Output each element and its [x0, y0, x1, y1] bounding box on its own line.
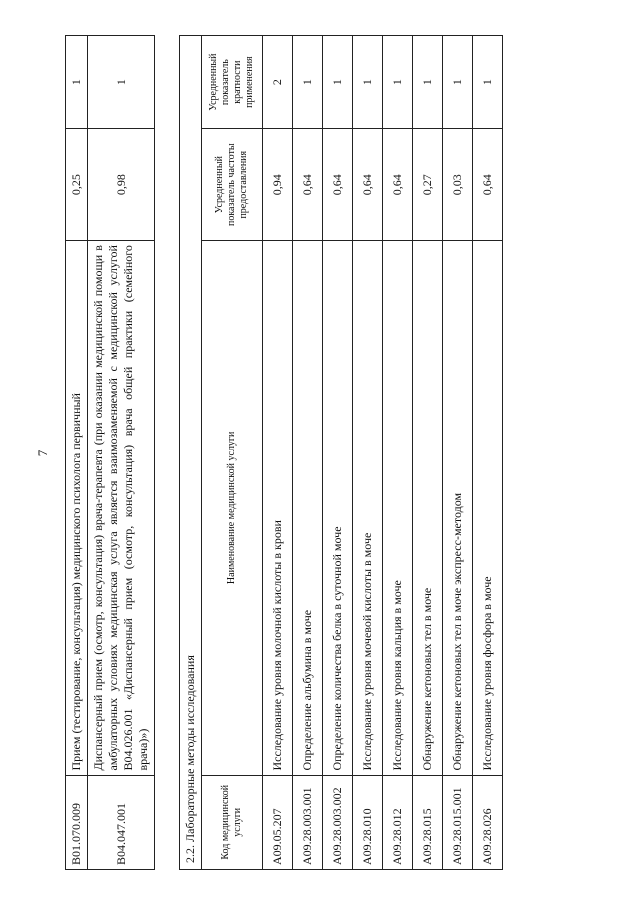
service-name: Исследование уровня кальция в моче	[383, 241, 413, 775]
header-row	[202, 36, 263, 870]
frequency-value: 0,64	[323, 129, 353, 241]
page-number: 7	[35, 449, 50, 457]
table-row	[88, 36, 155, 870]
service-name: Диспансерный прием (осмотр, консультация) врача-терапевта (при оказании медицинской помощи в амбулаторных условиях медицинская услуга является взаимозаменяемой с медицинской услугой B04.026.001 «Диспансерный прием (осмотр, консультация) врача общей практики (семейного врача)»)	[88, 241, 155, 775]
service-name: Исследование уровня фосфора в моче	[473, 241, 503, 775]
service-name: Прием (тестирование, консультация) медицинского психолога первичный	[66, 241, 88, 775]
service-code: B04.047.001	[88, 775, 155, 869]
service-name: Обнаружение кетоновых тел в моче экспресс-методом	[443, 241, 473, 775]
frequency-value: 0,27	[413, 129, 443, 241]
header-multiplicity: Усредненный показатель кратности применения	[202, 36, 263, 129]
multiplicity-value: 1	[323, 36, 353, 129]
lab-methods-table	[179, 35, 503, 870]
service-name: Определение альбумина в моче	[293, 241, 323, 775]
multiplicity-value: 1	[353, 36, 383, 129]
multiplicity-value: 2	[263, 36, 293, 129]
multiplicity-value: 1	[473, 36, 503, 129]
table-row	[323, 36, 353, 870]
service-code: A09.05.207	[263, 775, 293, 869]
multiplicity-value: 1	[88, 36, 155, 129]
service-code: A09.28.010	[353, 775, 383, 869]
multiplicity-value: 1	[443, 36, 473, 129]
table-row	[66, 36, 88, 870]
service-name: Исследование уровня мочевой кислоты в моче	[353, 241, 383, 775]
header-code: Код медицинской услуги	[202, 775, 263, 869]
frequency-value: 0,64	[473, 129, 503, 241]
frequency-value: 0,64	[383, 129, 413, 241]
services-table-continued	[65, 35, 155, 870]
service-code: A09.28.012	[383, 775, 413, 869]
table-row	[293, 36, 323, 870]
service-name: Определение количества белка в суточной моче	[323, 241, 353, 775]
service-code: A09.28.026	[473, 775, 503, 869]
multiplicity-value: 1	[383, 36, 413, 129]
table-row	[383, 36, 413, 870]
service-code: A09.28.015	[413, 775, 443, 869]
service-code: A09.28.003.001	[293, 775, 323, 869]
multiplicity-value: 1	[293, 36, 323, 129]
header-name: Наименование медицинской услуги	[202, 241, 263, 775]
frequency-value: 0,64	[353, 129, 383, 241]
multiplicity-value: 1	[413, 36, 443, 129]
service-name: Исследование уровня молочной кислоты в крови	[263, 241, 293, 775]
frequency-value: 0,03	[443, 129, 473, 241]
frequency-value: 0,64	[293, 129, 323, 241]
table-row	[443, 36, 473, 870]
frequency-value: 0,94	[263, 129, 293, 241]
header-frequency: Усредненный показатель частоты предоставления	[202, 129, 263, 241]
table-row	[473, 36, 503, 870]
frequency-value: 0,25	[66, 129, 88, 241]
table-gap	[155, 35, 179, 870]
service-code: B01.070.009	[66, 775, 88, 869]
service-code: A09.28.015.001	[443, 775, 473, 869]
table-row	[413, 36, 443, 870]
service-code: A09.28.003.002	[323, 775, 353, 869]
table-row	[353, 36, 383, 870]
table-row	[263, 36, 293, 870]
multiplicity-value: 1	[66, 36, 88, 129]
section-title-row	[180, 36, 202, 870]
service-name: Обнаружение кетоновых тел в моче	[413, 241, 443, 775]
rotated-page-content	[65, 35, 625, 870]
frequency-value: 0,98	[88, 129, 155, 241]
section-title: 2.2. Лабораторные методы исследования	[180, 36, 202, 870]
